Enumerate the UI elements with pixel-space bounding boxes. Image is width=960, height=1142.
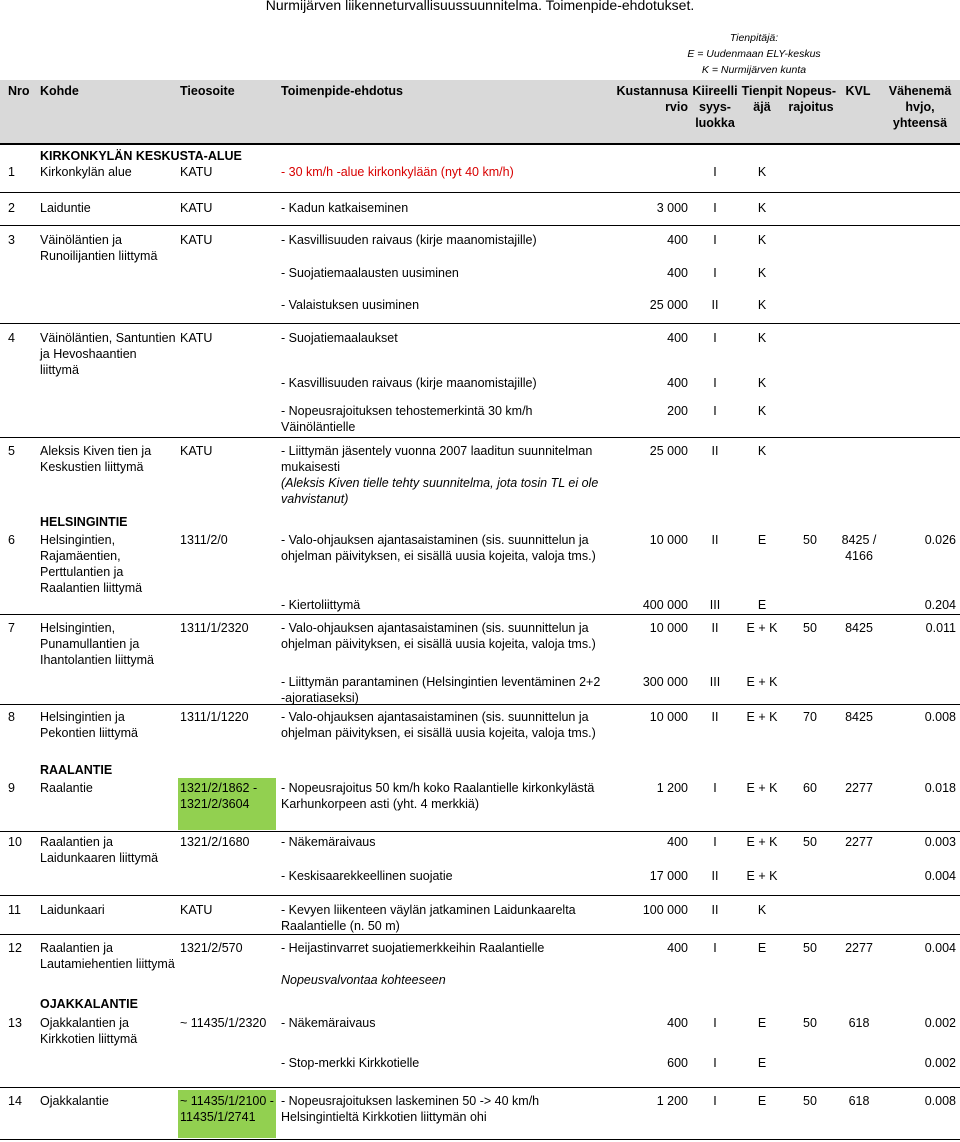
cell-note: (Aleksis Kiven tielle tehty suunnitelma, jota tosin TL ei ole vahvistanut) xyxy=(281,476,599,506)
cell-kustannus: 10 000 xyxy=(649,710,688,724)
cell-tp: K xyxy=(757,444,767,458)
cell-kvl: 8425 xyxy=(845,710,873,724)
cell-nro: 13 xyxy=(8,1016,22,1030)
cell-tp: E + K xyxy=(746,869,778,883)
cell-kustannus: 400 xyxy=(667,1016,688,1030)
cell-tp: K xyxy=(757,331,767,345)
cell-nro: 14 xyxy=(8,1094,22,1108)
cell-kustannus: 10 000 xyxy=(649,621,688,635)
cell-vah: 0.011 xyxy=(925,621,956,635)
owner-legend-title: Tienpitäjä: xyxy=(729,32,779,44)
cell-kiir: I xyxy=(713,266,717,280)
cell-kiir: III xyxy=(709,675,721,689)
cell-kohde: Helsingintien, Punamullantien ja Ihantolantien liittymä xyxy=(40,621,154,667)
cell-tieosoite: 1321/2/1862 - 1321/2/3604 xyxy=(180,781,258,811)
cell-nop: 50 xyxy=(803,1094,817,1108)
cell-toimenpide: - Suojatiemaalausten uusiminen xyxy=(281,266,459,280)
cell-tp: K xyxy=(757,266,767,280)
cell-kiir: III xyxy=(709,598,721,612)
document-title: Nurmijärven liikenneturvallisuussuunnitelma. Toimenpide-ehdotukset. xyxy=(265,0,695,13)
cell-tp: K xyxy=(757,201,767,215)
cell-toimenpide: - Kevyen liikenteen väylän jatkaminen Laidunkaarelta Raalantielle (n. 50 m) xyxy=(281,903,576,933)
cell-tieosoite: ~ 11435/1/2100 - 11435/1/2741 xyxy=(180,1094,274,1124)
cell-tp: E xyxy=(757,1056,767,1070)
cell-tieosoite: 1321/2/1680 xyxy=(180,835,250,849)
cell-tieosoite: 1311/1/1220 xyxy=(180,710,249,724)
cell-kustannus: 17 000 xyxy=(649,869,688,883)
cell-kustannus: 400 xyxy=(667,835,688,849)
cell-kohde: Väinöläntien, Santuntien ja Hevoshaantien liittymä xyxy=(40,331,176,377)
cell-vah: 0.008 xyxy=(924,1094,956,1108)
cell-kustannus: 400 000 xyxy=(642,598,688,612)
cell-tp: E + K xyxy=(746,675,778,689)
cell-vah: 0.002 xyxy=(924,1016,956,1030)
cell-toimenpide: - Keskisaarekkeellinen suojatie xyxy=(281,869,453,883)
cell-kvl: 2277 xyxy=(845,781,873,795)
cell-kustannus: 25 000 xyxy=(649,298,688,312)
cell-tieosoite: 1321/2/570 xyxy=(180,941,243,955)
cell-nop: 50 xyxy=(803,1016,817,1030)
cell-nop: 50 xyxy=(803,835,817,849)
cell-toimenpide: - Kadun katkaiseminen xyxy=(281,201,409,215)
cell-tp: E + K xyxy=(746,710,778,724)
cell-vah: 0.004 xyxy=(924,941,956,955)
header-kvl: KVL xyxy=(845,84,871,98)
cell-kiir: II xyxy=(711,869,719,883)
cell-kohde: Raalantie xyxy=(40,781,93,795)
cell-kustannus: 1 200 xyxy=(656,781,688,795)
cell-vah: 0.026 xyxy=(924,533,956,547)
section-heading: HELSINGINTIE xyxy=(40,515,128,529)
cell-tp: E xyxy=(757,533,767,547)
cell-kiir: II xyxy=(711,710,719,724)
cell-toimenpide: - Liittymän jäsentely vuonna 2007 laaditun suunnitelman mukaisesti xyxy=(281,444,593,474)
cell-toimenpide: - Kiertoliittymä xyxy=(281,598,361,612)
cell-vah: 0.004 xyxy=(924,869,956,883)
cell-kustannus: 600 xyxy=(667,1056,688,1070)
cell-nro: 5 xyxy=(8,444,15,458)
cell-tp: E xyxy=(757,1016,767,1030)
cell-tp: E + K xyxy=(746,835,778,849)
cell-toimenpide: - Näkemäraivaus xyxy=(281,835,376,849)
cell-kiir: I xyxy=(713,1056,717,1070)
cell-vah: 0.204 xyxy=(924,598,956,612)
cell-nro: 1 xyxy=(8,165,15,179)
cell-kvl: 618 xyxy=(848,1094,870,1108)
cell-kohde: Aleksis Kiven tien ja Keskustien liittymä xyxy=(40,444,152,474)
cell-nro: 3 xyxy=(8,233,15,247)
cell-kiir: I xyxy=(713,1094,717,1108)
cell-nro: 6 xyxy=(8,533,15,547)
cell-nro: 8 xyxy=(8,710,15,724)
cell-kustannus: 10 000 xyxy=(649,533,688,547)
cell-vah: 0.002 xyxy=(924,1056,956,1070)
cell-kohde: Helsingintien, Rajamäentien, Perttulantien ja Raalantien liittymä xyxy=(40,533,143,595)
cell-kohde: Laiduntie xyxy=(40,201,91,215)
cell-kustannus: 400 xyxy=(667,376,688,390)
header-tienpitaja: Tienpit äjä xyxy=(741,84,783,114)
cell-kustannus: 400 xyxy=(667,941,688,955)
cell-kiir: I xyxy=(713,233,717,247)
cell-toimenpide: - Liittymän parantaminen (Helsingintien leventäminen 2+2 -ajoratiaseksi) xyxy=(281,675,601,705)
cell-toimenpide: - Suojatiemaalaukset xyxy=(281,331,398,345)
cell-nop: 60 xyxy=(803,781,817,795)
table-header xyxy=(0,80,960,143)
cell-tp: E xyxy=(757,1094,767,1108)
owner-legend xyxy=(664,30,844,78)
cell-toimenpide: - Näkemäraivaus xyxy=(281,1016,376,1030)
header-kiireellisyys: Kiireelli syys-luokka xyxy=(692,84,738,130)
cell-kvl: 8425 xyxy=(845,621,873,635)
cell-nop: 50 xyxy=(803,621,817,635)
cell-kiir: I xyxy=(713,201,717,215)
cell-tp: E xyxy=(757,598,767,612)
cell-kohde: Helsingintien ja Pekontien liittymä xyxy=(40,710,138,740)
cell-kiir: I xyxy=(713,404,717,418)
cell-toimenpide: - Kasvillisuuden raivaus (kirje maanomistajille) xyxy=(281,376,537,390)
cell-kustannus: 300 000 xyxy=(642,675,688,689)
cell-kiir: I xyxy=(713,331,717,345)
owner-legend-e: E = Uudenmaan ELY-keskus xyxy=(687,48,821,60)
cell-kustannus: 3 000 xyxy=(656,201,688,215)
cell-kohde: Ojakkalantie xyxy=(40,1094,109,1108)
header-nro: Nro xyxy=(8,84,30,98)
cell-kiir: I xyxy=(713,941,717,955)
cell-toimenpide: - Heijastinvarret suojatiemerkkeihin Raalantielle xyxy=(281,941,545,955)
owner-legend-k: K = Nurmijärven kunta xyxy=(701,64,807,76)
header-kohde: Kohde xyxy=(40,84,79,98)
cell-nro: 11 xyxy=(8,903,21,917)
section-heading: RAALANTIE xyxy=(40,763,113,777)
cell-tieosoite: KATU xyxy=(180,444,213,458)
cell-tieosoite: 1311/1/2320 xyxy=(180,621,249,635)
cell-kvl: 8425 / 4166 xyxy=(841,533,877,563)
section-heading: OJAKKALANTIE xyxy=(40,997,138,1011)
cell-kiir: II xyxy=(711,621,719,635)
cell-tp: K xyxy=(757,903,767,917)
cell-toimenpide: - Kasvillisuuden raivaus (kirje maanomistajille) xyxy=(281,233,537,247)
cell-tp: K xyxy=(757,404,767,418)
cell-kohde: Kirkonkylän alue xyxy=(40,165,132,179)
cell-tp: K xyxy=(757,298,767,312)
cell-tp: E xyxy=(757,941,767,955)
cell-tp: K xyxy=(757,376,767,390)
cell-tieosoite: KATU xyxy=(180,201,213,215)
cell-kohde: Raalantien ja Lautamiehentien liittymä xyxy=(40,941,175,971)
header-vahenema: Vähenemä hvjo, yhteensä xyxy=(888,84,952,130)
cell-kiir: I xyxy=(713,376,717,390)
cell-kustannus: 1 200 xyxy=(656,1094,688,1108)
cell-kvl: 2277 xyxy=(845,835,873,849)
cell-vah: 0.018 xyxy=(924,781,956,795)
cell-toimenpide: - Nopeusrajoituksen laskeminen 50 -> 40 km/h Helsingintieltä Kirkkotien liittymän ohi xyxy=(281,1094,540,1124)
cell-tp: E + K xyxy=(746,781,778,795)
cell-tp: E + K xyxy=(746,621,778,635)
cell-nro: 9 xyxy=(8,781,15,795)
cell-toimenpide: - Valo-ohjauksen ajantasaistaminen (sis. suunnittelun ja ohjelman päivityksen, ei sisällä uusia kojeita, valoja tms.) xyxy=(281,621,596,651)
cell-tieosoite: KATU xyxy=(180,903,213,917)
cell-tieosoite: ~ 11435/1/2320 xyxy=(180,1016,267,1030)
cell-toimenpide: - Valaistuksen uusiminen xyxy=(281,298,420,312)
cell-vah: 0.008 xyxy=(924,710,956,724)
cell-kohde: Ojakkalantien ja Kirkkotien liittymä xyxy=(40,1016,138,1046)
cell-kohde: Väinöläntien ja Runoilijantien liittymä xyxy=(40,233,158,263)
cell-kohde: Raalantien ja Laidunkaaren liittymä xyxy=(40,835,159,865)
header-nopeus: Nopeus-rajoitus xyxy=(786,84,836,114)
cell-kustannus: 200 xyxy=(667,404,688,418)
header-kustannus: Kustannusa rvio xyxy=(616,84,688,114)
cell-kiir: II xyxy=(711,903,719,917)
cell-toimenpide: - Valo-ohjauksen ajantasaistaminen (sis. suunnittelun ja ohjelman päivityksen, ei sisällä uusia kojeita, valoja tms.) xyxy=(281,533,596,563)
cell-tp: K xyxy=(757,165,767,179)
cell-kiir: II xyxy=(711,533,719,547)
cell-kvl: 618 xyxy=(848,1016,870,1030)
cell-kiir: II xyxy=(711,298,719,312)
cell-tieosoite: KATU xyxy=(180,331,213,345)
cell-kohde: Laidunkaari xyxy=(40,903,105,917)
cell-kiir: I xyxy=(713,165,717,179)
cell-kustannus: 400 xyxy=(667,233,688,247)
cell-kustannus: 25 000 xyxy=(649,444,688,458)
cell-kustannus: 400 xyxy=(667,331,688,345)
cell-nro: 4 xyxy=(8,331,15,345)
section-heading: KIRKONKYLÄN KESKUSTA-ALUE xyxy=(40,149,242,163)
cell-nro: 2 xyxy=(8,201,15,215)
cell-note: Nopeusvalvontaa kohteeseen xyxy=(281,973,446,987)
cell-toimenpide: - Nopeusrajoitus 50 km/h koko Raalantielle kirkonkylästä Karhunkorpeen asti (yht. 4 merkkiä) xyxy=(281,781,595,811)
cell-nro: 12 xyxy=(8,941,22,955)
cell-toimenpide: - Stop-merkki Kirkkotielle xyxy=(281,1056,420,1070)
cell-nro: 7 xyxy=(8,621,15,635)
cell-nop: 70 xyxy=(803,710,817,724)
cell-tieosoite: KATU xyxy=(180,233,213,247)
cell-kiir: II xyxy=(711,444,719,458)
header-tieosoite: Tieosoite xyxy=(180,84,235,98)
cell-tp: K xyxy=(757,233,767,247)
cell-nop: 50 xyxy=(803,941,817,955)
header-toimenpide: Toimenpide-ehdotus xyxy=(281,84,403,98)
cell-kiir: I xyxy=(713,1016,717,1030)
cell-toimenpide: - Valo-ohjauksen ajantasaistaminen (sis. suunnittelun ja ohjelman päivityksen, ei sisällä uusia kojeita, valoja tms.) xyxy=(281,710,596,740)
cell-vah: 0.003 xyxy=(924,835,956,849)
cell-nop: 50 xyxy=(803,533,817,547)
cell-toimenpide: - Nopeusrajoituksen tehostemerkintä 30 km/h Väinöläntielle xyxy=(281,404,533,434)
cell-kustannus: 100 000 xyxy=(642,903,688,917)
cell-kustannus: 400 xyxy=(667,266,688,280)
cell-kiir: I xyxy=(713,781,717,795)
cell-toimenpide: - 30 km/h -alue kirkonkylään (nyt 40 km/h) xyxy=(281,165,514,179)
cell-kiir: I xyxy=(713,835,717,849)
cell-nro: 10 xyxy=(8,835,22,849)
cell-tieosoite: KATU xyxy=(180,165,213,179)
cell-tieosoite: 1311/2/0 xyxy=(180,533,228,547)
cell-kvl: 2277 xyxy=(845,941,873,955)
